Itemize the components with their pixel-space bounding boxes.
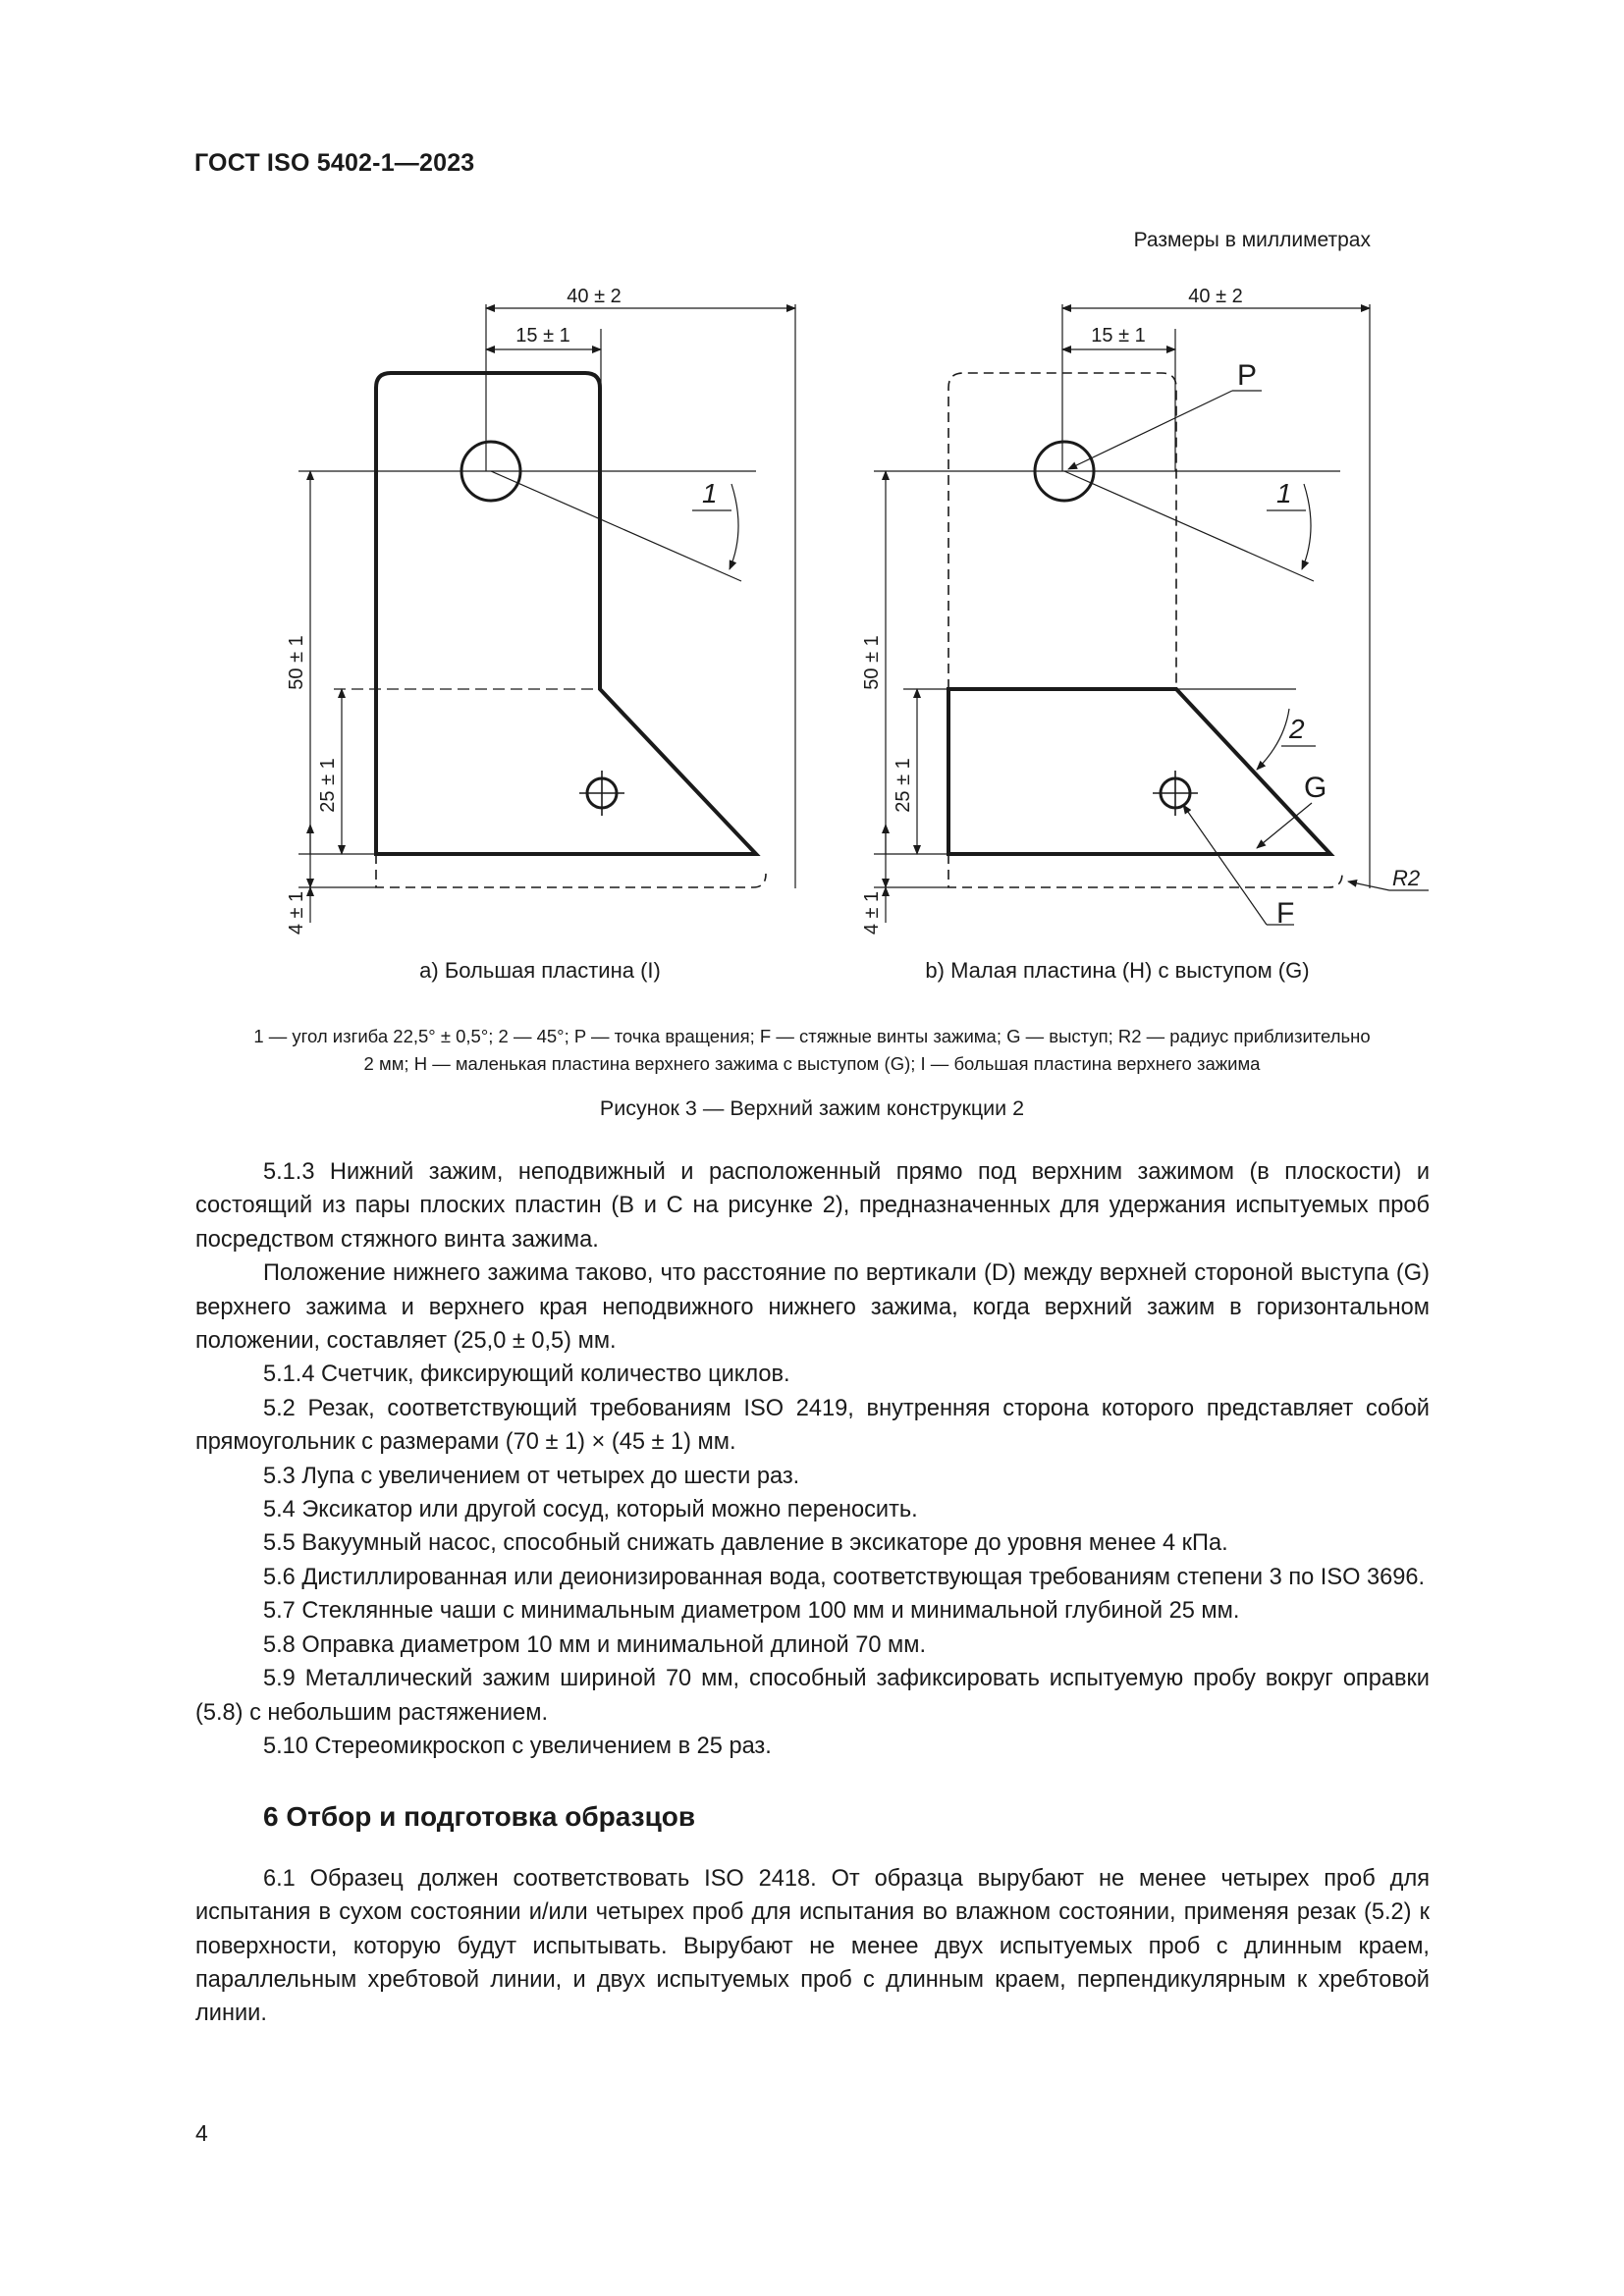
panel-a-labels (286, 286, 731, 983)
figure-legend (192, 1023, 1432, 1078)
panel-b-hole-dim: 15 ± 1 (1091, 325, 1146, 347)
section-heading: 6 Отбор и подготовка образцов (263, 1801, 696, 1833)
paragraph: 5.9 Металлический зажим шириной 70 мм, способный зафиксировать испытуемую пробу вокруг оправки (5.8) с небольшим растяжением. (195, 1666, 1430, 1726)
label-f: F (1276, 897, 1295, 930)
legend-line-1: 1 — угол изгиба 22,5° ± 0,5°; 2 — 45°; P — точка вращения; F — стяжные винты зажима; G — выступ; R2 — радиус приблизительно (253, 1026, 1371, 1046)
label-g: G (1304, 772, 1327, 804)
panel-b-callout-1: 1 (1276, 478, 1292, 508)
panel-a-width-dim: 40 ± 2 (567, 286, 622, 307)
paragraph: 5.3 Лупа с увеличением от четырех до шести раз. (263, 1463, 800, 1489)
paragraph: 5.5 Вакуумный насос, способный снижать давление в эксикаторе до уровня менее 4 кПа. (263, 1530, 1228, 1557)
paragraph: 6.1 Образец должен соответствовать ISO 2418. От образца вырубают не менее четырех проб для испытания в сухом состоянии и/или четырех проб для испытания во влажном состоянии, применяя резак (5.2) к поверхности, которую будут испытывать. Вырубают не менее двух испытуемых проб с длинным краем, параллельным хребтовой линии, и двух испытуемых проб с длинным краем, перпендикулярным к хребтовой линии. (195, 1865, 1430, 2027)
panel-b-bottom-dim: 4 ± 1 (861, 890, 883, 935)
paragraph: 5.8 Оправка диаметром 10 мм и минимальной длиной 70 мм. (263, 1631, 927, 1658)
paragraph: 5.1.3 Нижний зажим, неподвижный и расположенный прямо под верхним зажимом (в плоскости) и состоящий из пары плоских пластин (B и C на рисунке 2), предназначенных для удержания испытуемых проб посредством стяжного винта зажима. (195, 1159, 1430, 1253)
paragraph: 5.1.4 Счетчик, фиксирующий количество циклов. (263, 1362, 790, 1388)
panel-b-lower-dim: 25 ± 1 (893, 758, 914, 813)
panel-a-callout-1: 1 (702, 478, 718, 508)
panel-b-labels (861, 286, 1420, 983)
panel-a-bottom-dim: 4 ± 1 (286, 890, 307, 935)
page-number: 4 (195, 2120, 208, 2146)
document-code: ГОСТ ISO 5402-1—2023 (194, 149, 475, 177)
legend-line-2: 2 мм; H — маленькая пластина верхнего зажима с выступом (G); I — большая пластина верхнего зажима (363, 1053, 1261, 1074)
body-text (195, 1155, 1430, 2031)
panel-a-hole-dim: 15 ± 1 (515, 325, 570, 347)
label-r2: R2 (1392, 866, 1421, 890)
panel-b-height-dim: 50 ± 1 (861, 635, 883, 690)
paragraph: 5.7 Стеклянные чаши с минимальным диаметром 100 мм и минимальной глубиной 25 мм. (263, 1598, 1240, 1625)
units-note: Размеры в миллиметрах (1133, 229, 1371, 251)
panel-a-lower-dim: 25 ± 1 (317, 758, 339, 813)
paragraph: 5.2 Резак, соответствующий требованиям ISO 2419, внутренняя сторона которого представляет собой прямоугольник с размерами (70 ± 1) × (45 ± 1) мм. (195, 1395, 1430, 1456)
label-p: P (1237, 359, 1258, 392)
panel-b (874, 304, 1429, 925)
panel-a (298, 304, 795, 923)
paragraph: 5.10 Стереомикроскоп с увеличением в 25 раз. (263, 1733, 772, 1759)
panel-a-height-dim: 50 ± 1 (286, 635, 307, 690)
paragraph: 5.6 Дистиллированная или деионизированная вода, соответствующая требованиям степени 3 по ISO 3696. (263, 1564, 1426, 1590)
panel-b-caption: b) Малая пластина (H) с выступом (G) (925, 958, 1310, 983)
figure-drawing (275, 275, 1453, 1001)
figure-3 (275, 275, 1453, 1006)
panel-b-width-dim: 40 ± 2 (1188, 286, 1243, 307)
paragraph: Положение нижнего зажима таково, что расстояние по вертикали (D) между верхней стороной выступа (G) верхнего зажима и верхнего края неподвижного нижнего зажима, когда верхний зажим в горизонтальном положении, составляет (25,0 ± 0,5) мм. (195, 1260, 1430, 1355)
figure-title: Рисунок 3 — Верхний зажим конструкции 2 (599, 1096, 1025, 1120)
panel-a-caption: а) Большая пластина (I) (419, 958, 661, 983)
paragraph: 5.4 Эксикатор или другой сосуд, который можно переносить. (263, 1497, 918, 1523)
panel-b-callout-2: 2 (1289, 714, 1305, 744)
